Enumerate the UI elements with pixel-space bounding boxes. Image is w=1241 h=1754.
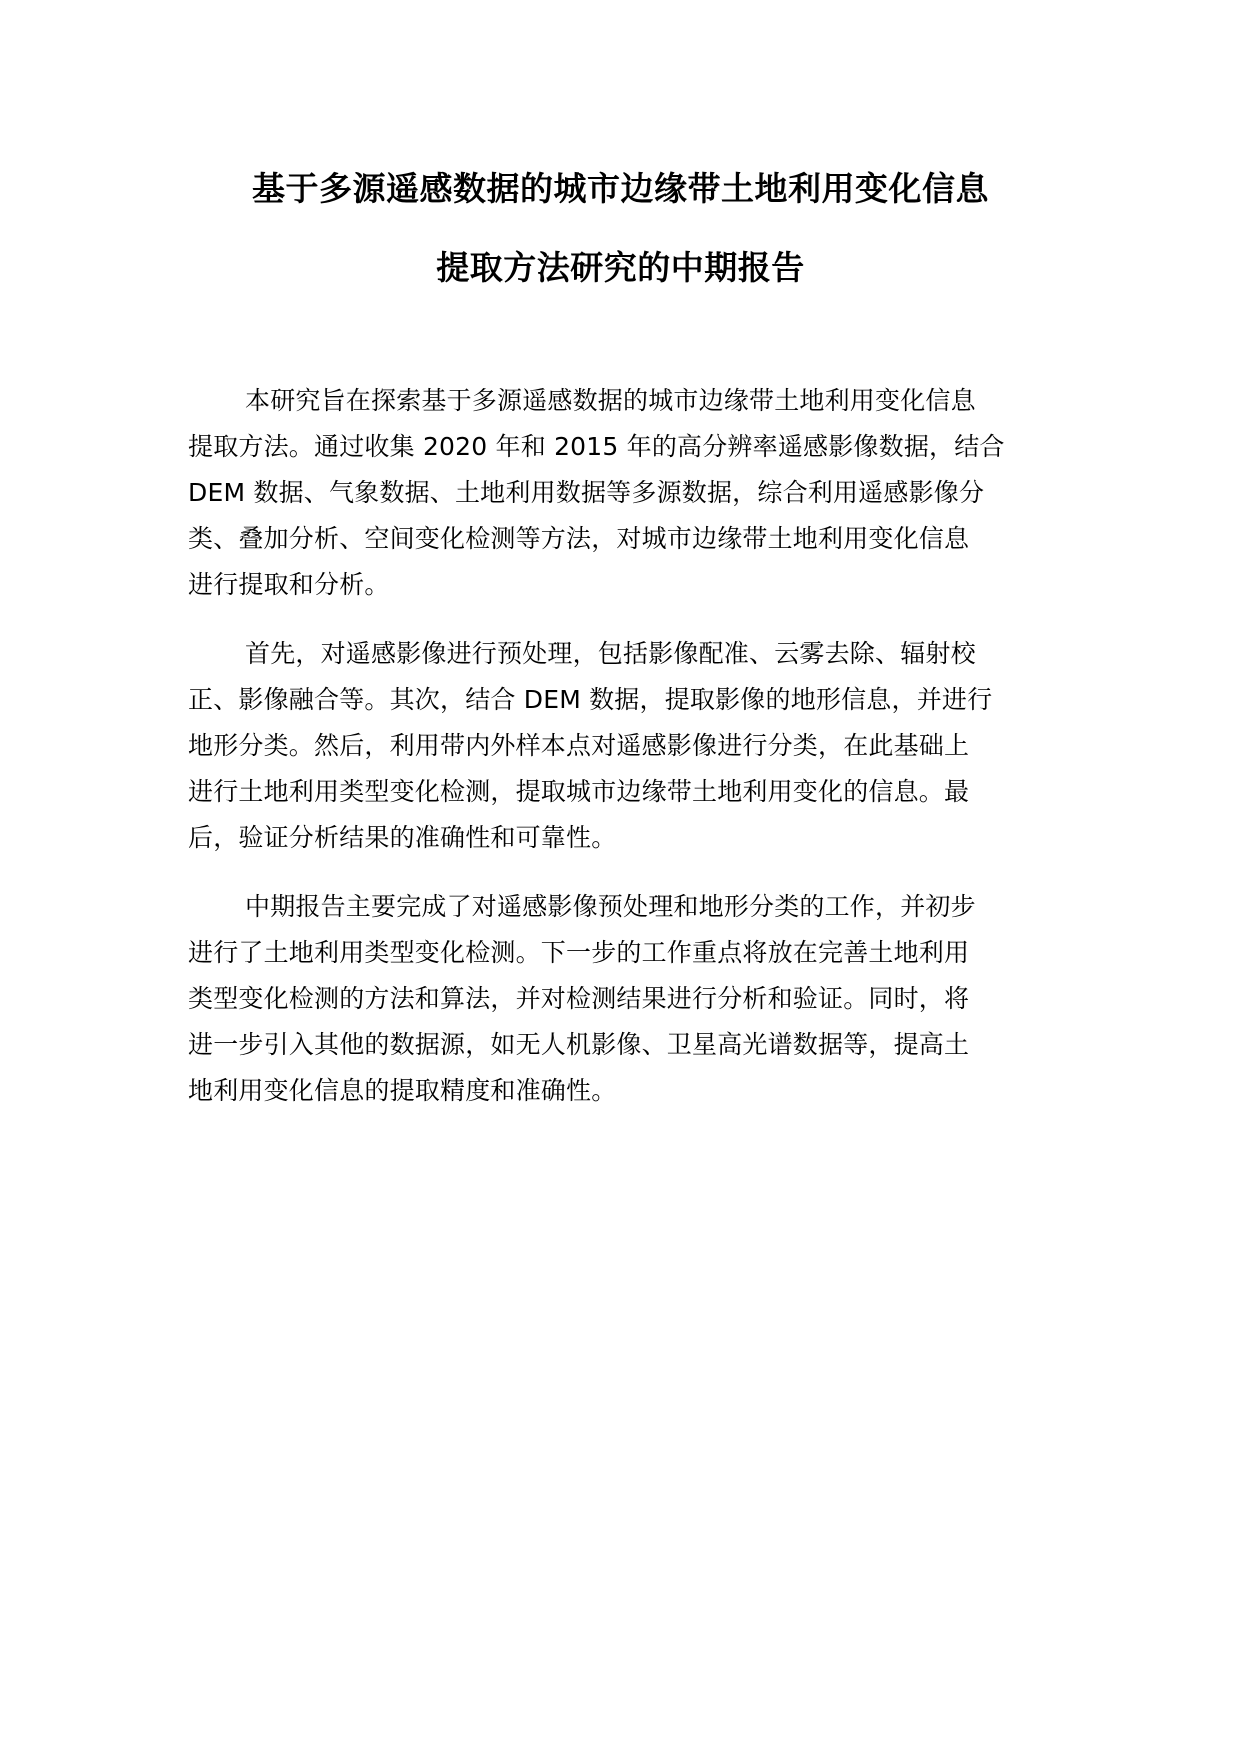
document-body	[188, 378, 1048, 1137]
paragraph-line: DEM 数据、气象数据、土地利用数据等多源数据，综合利用遥感影像分	[188, 478, 985, 507]
document-title	[150, 169, 1091, 287]
paragraph-line: 中期报告主要完成了对遥感影像预处理和地形分类的工作，并初步	[245, 892, 976, 921]
paragraph-line: 类、叠加分析、空间变化检测等方法，对城市边缘带土地利用变化信息	[188, 524, 970, 553]
paragraph-line: 地形分类。然后，利用带内外样本点对遥感影像进行分类，在此基础上	[188, 731, 970, 760]
paragraph-line: 首先，对遥感影像进行预处理，包括影像配准、云雾去除、辐射校	[245, 639, 976, 668]
paragraph-line: 进行了土地利用类型变化检测。下一步的工作重点将放在完善土地利用	[188, 938, 970, 967]
paragraph-2	[188, 631, 1048, 861]
title-line-1: 基于多源遥感数据的城市边缘带土地利用变化信息	[252, 169, 989, 208]
paragraph-line: 后，验证分析结果的准确性和可靠性。	[188, 823, 617, 852]
paragraph-line: 进行土地利用类型变化检测，提取城市边缘带土地利用变化的信息。最	[188, 777, 970, 806]
paragraph-line: 进一步引入其他的数据源，如无人机影像、卫星高光谱数据等，提高土	[188, 1030, 970, 1059]
paragraph-line: 提取方法。通过收集 2020 年和 2015 年的高分辨率遥感影像数据，结合	[188, 432, 1005, 461]
paragraph-line: 类型变化检测的方法和算法，并对检测结果进行分析和验证。同时，将	[188, 984, 970, 1013]
paragraph-line: 进行提取和分析。	[188, 570, 390, 599]
paragraph-3	[188, 884, 1048, 1114]
paragraph-line: 本研究旨在探索基于多源遥感数据的城市边缘带土地利用变化信息	[245, 386, 976, 415]
title-line-2: 提取方法研究的中期报告	[436, 248, 805, 287]
paragraph-line: 正、影像融合等。其次，结合 DEM 数据，提取影像的地形信息，并进行	[188, 685, 993, 714]
paragraph-line: 地利用变化信息的提取精度和准确性。	[188, 1076, 617, 1105]
paragraph-1	[188, 378, 1048, 608]
